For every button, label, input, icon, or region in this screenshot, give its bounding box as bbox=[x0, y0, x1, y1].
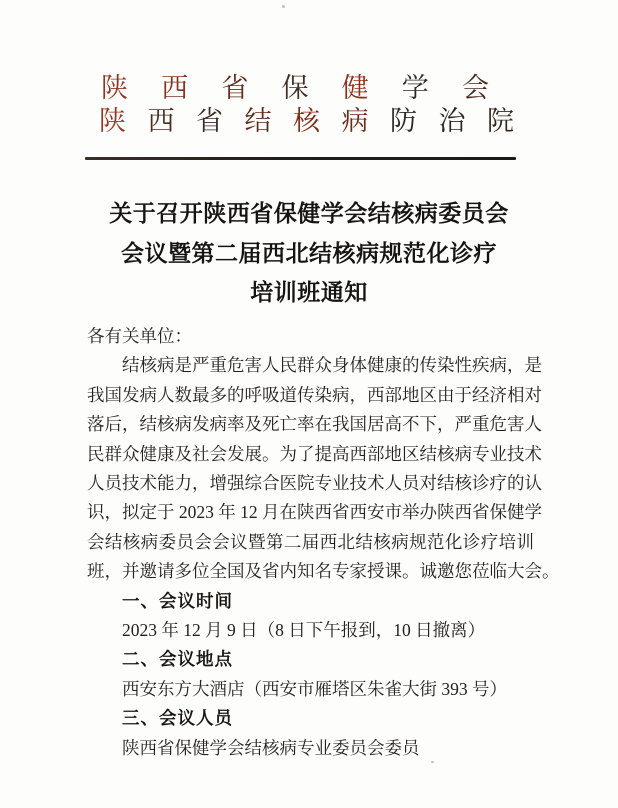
letterhead-char: 省 bbox=[221, 73, 249, 103]
letterhead-char: 会 bbox=[461, 73, 489, 103]
paragraph-line: 人员技术能力，增强综合医院专业技术人员对结核诊疗的认 bbox=[87, 473, 542, 494]
letterhead-char: 院 bbox=[487, 106, 514, 136]
letterhead-char: 陕 bbox=[99, 106, 126, 136]
letterhead-char: 省 bbox=[196, 106, 223, 136]
section-content-meeting-attendees: 陕西省保健学会结核病专业委员会委员 bbox=[122, 737, 420, 758]
letterhead-char: 防 bbox=[390, 106, 417, 136]
paragraph-line: 会结核病委员会会议暨第二届西北结核病规范化诊疗培训 bbox=[87, 531, 534, 552]
letterhead-char: 健 bbox=[341, 73, 369, 103]
scan-speck bbox=[282, 5, 285, 8]
section-heading-meeting-attendees: 三、会议人员 bbox=[122, 708, 233, 729]
paragraph-line: 识，拟定于 2023 年 12 月在陕西省西安市举办陕西省保健学 bbox=[87, 502, 542, 523]
section-content-meeting-place: 西安东方大酒店（西安市雁塔区朱雀大街 393 号） bbox=[122, 678, 507, 699]
letterhead-char: 西 bbox=[147, 106, 175, 136]
salutation: 各有关单位： bbox=[87, 326, 192, 346]
letterhead-char: 学 bbox=[401, 73, 429, 103]
notice-title-line: 会议暨第二届西北结核病规范化诊疗 bbox=[121, 239, 497, 266]
section-heading-meeting-place: 二、会议地点 bbox=[122, 649, 233, 670]
letterhead-org-line-1 bbox=[101, 73, 489, 103]
notice-title bbox=[0, 194, 618, 313]
scan-speck bbox=[431, 761, 434, 763]
letterhead-char: 病 bbox=[341, 106, 369, 136]
paragraph-line: 落后，结核病发病率及死亡率在我国居高不下，严重危害人 bbox=[87, 414, 542, 435]
letterhead-char: 治 bbox=[438, 106, 466, 136]
notice-title-line: 关于召开陕西省保健学会结核病委员会 bbox=[109, 200, 509, 226]
paragraph-line: 我国发病人数最多的呼吸道传染病，西部地区由于经济相对 bbox=[87, 384, 542, 405]
letterhead-char: 保 bbox=[281, 73, 309, 103]
letterhead-org-line-2 bbox=[99, 106, 514, 136]
letterhead-char: 核 bbox=[293, 106, 320, 136]
letterhead-divider bbox=[85, 157, 516, 160]
letterhead-char: 陕 bbox=[101, 73, 128, 103]
letterhead-char: 结 bbox=[244, 106, 272, 136]
section-content-meeting-time: 2023 年 12 月 9 日（8 日下午报到，10 日撤离） bbox=[122, 620, 486, 641]
paragraph-line: 班，并邀请多位全国及省内知名专家授课。诚邀您莅临大会。 bbox=[87, 561, 560, 582]
section-heading-meeting-time: 一、会议时间 bbox=[122, 590, 233, 611]
notice-body bbox=[87, 322, 560, 763]
paragraph-line: 结核病是严重危害人民群众身体健康的传染性疾病，是 bbox=[122, 355, 542, 376]
letterhead-char: 西 bbox=[161, 73, 189, 103]
notice-title-line: 培训班通知 bbox=[250, 279, 368, 305]
paragraph-line: 民群众健康及社会发展。为了提高西部地区结核病专业技术 bbox=[87, 443, 542, 464]
